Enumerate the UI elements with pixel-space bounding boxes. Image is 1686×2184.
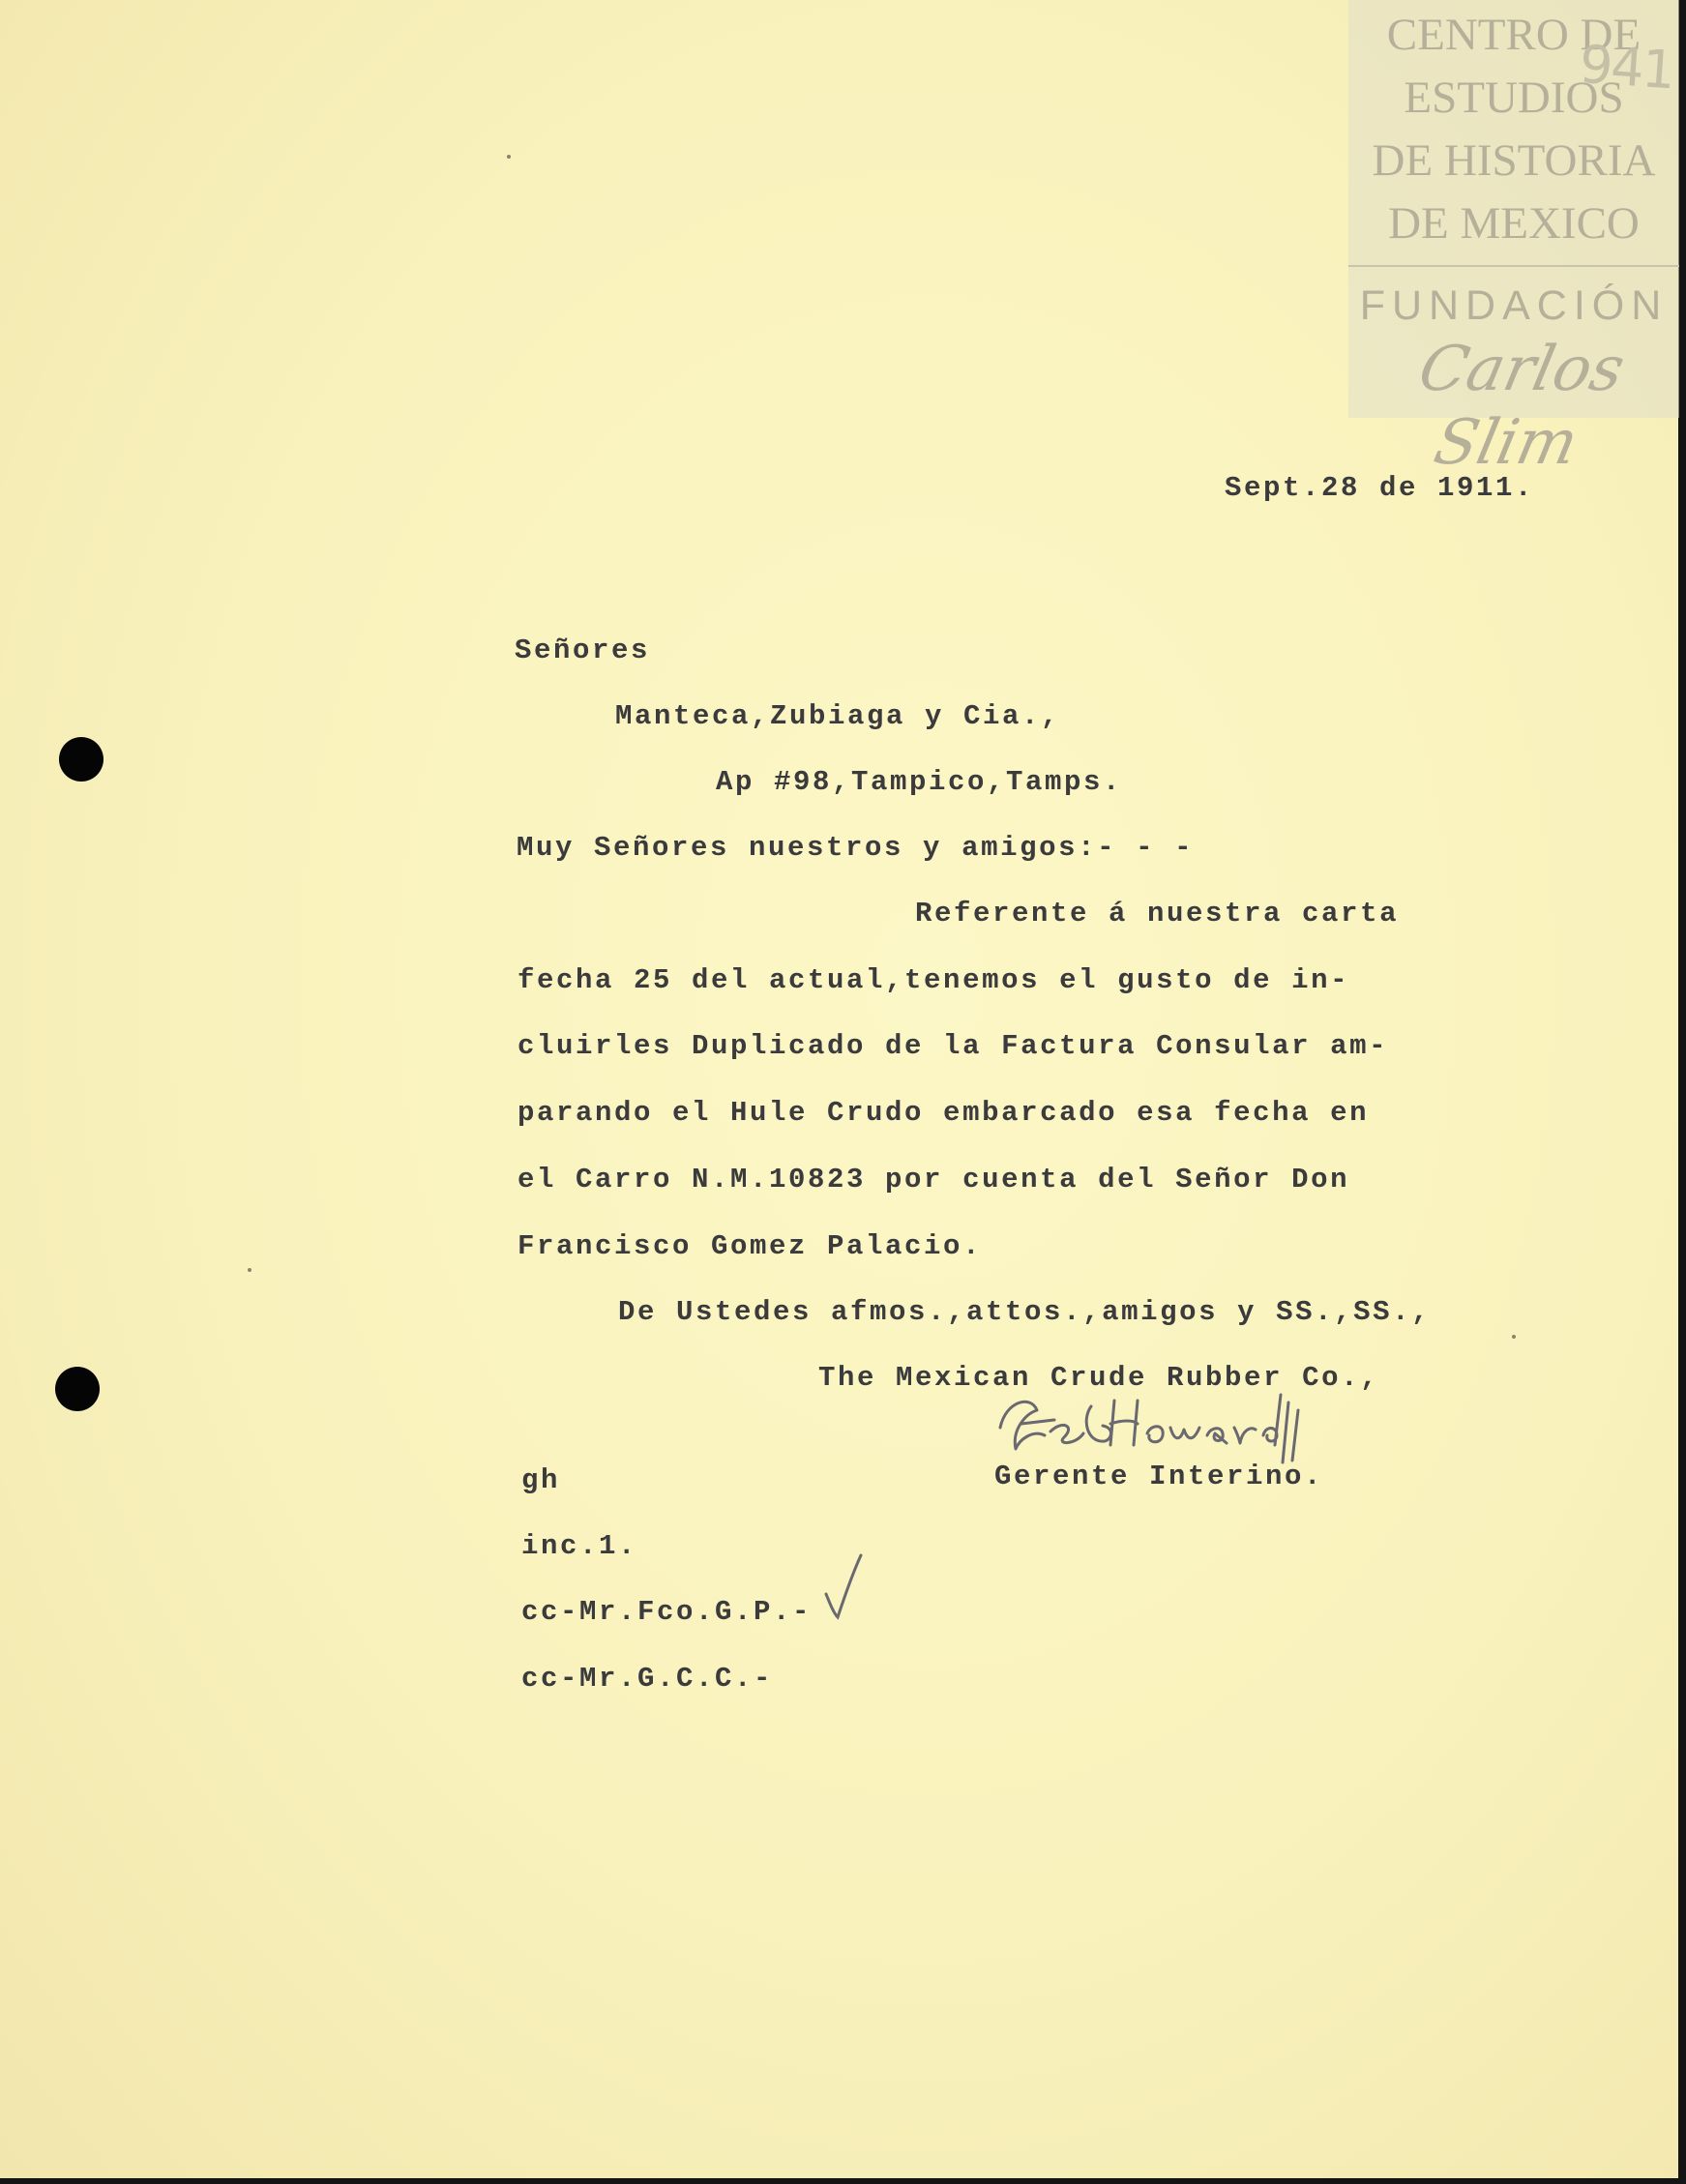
paper-speck [1512, 1335, 1516, 1339]
signer-title: Gerente Interino. [994, 1461, 1324, 1492]
enclosure-note: inc.1. [521, 1530, 638, 1562]
body-line-1: Referente á nuestra carta [915, 898, 1400, 930]
body-line-2: fecha 25 del actual,tenemos el gusto de in- [518, 964, 1350, 996]
closing: De Ustedes afmos.,attos.,amigos y SS.,SS., [618, 1296, 1432, 1328]
stamp-divider [1348, 265, 1679, 267]
recipient-address: Ap #98,Tampico,Tamps. [716, 766, 1123, 798]
body-line-6: Francisco Gomez Palacio. [518, 1230, 983, 1262]
typist-initials: gh [521, 1464, 561, 1496]
handwritten-signature [987, 1381, 1316, 1468]
handwritten-check-mark [820, 1549, 865, 1623]
body-line-3: cluirles Duplicado de la Factura Consular am- [518, 1030, 1389, 1062]
salutation-title: Señores [515, 635, 651, 666]
paper-speck [507, 155, 511, 159]
letter-date: Sept.28 de 1911. [1225, 472, 1535, 504]
stamp-line-2: ESTUDIOS [1404, 73, 1624, 123]
greeting: Muy Señores nuestros y amigos:- - - [517, 832, 1195, 864]
cc-line-1: cc-Mr.Fco.G.P.- [521, 1596, 813, 1628]
company-name: The Mexican Crude Rubber Co., [818, 1362, 1380, 1394]
page-number: 941 [1577, 33, 1676, 102]
stamp-founder-signature: Carlos Slim [1412, 334, 1631, 479]
paper-speck [248, 1268, 251, 1272]
stamp-line-4: DE MEXICO [1388, 198, 1640, 249]
recipient-name: Manteca,Zubiaga y Cia., [615, 700, 1061, 732]
punch-hole-bottom [55, 1367, 100, 1411]
stamp-line-3: DE HISTORIA [1372, 135, 1656, 186]
body-line-4: parando el Hule Crudo embarcado esa fecha en [518, 1097, 1370, 1129]
body-line-5: el Carro N.M.10823 por cuenta del Señor Don [518, 1164, 1350, 1195]
cc-line-2: cc-Mr.G.C.C.- [521, 1663, 774, 1695]
stamp-foundation: FUNDACIÓN [1359, 282, 1669, 329]
scan-edge-right [1678, 0, 1686, 2184]
scan-edge-bottom [0, 2178, 1686, 2184]
punch-hole-top [59, 737, 104, 782]
stamp-line-1: CENTRO DE [1386, 10, 1642, 60]
